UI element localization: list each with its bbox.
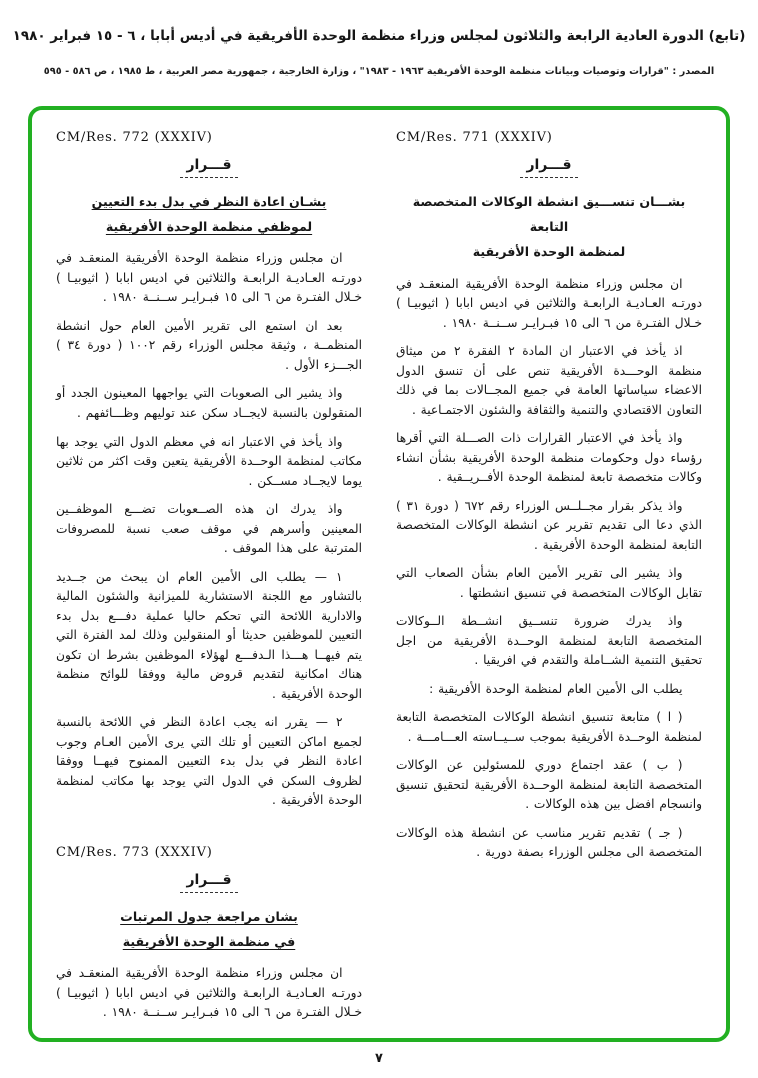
paragraph: يطلب الى الأمين العام لمنظمة الوحدة الأفريقية : (429, 681, 683, 696)
source-citation: المصدر : "قرارات وتوصيات وبيانات منظمة الوحدة الأفريقية ١٩٦٣ - ١٩٨٣" ، وزارة الخارجية ، جمهورية مصر العربية ، ط ١٩٨٥ ، ص ٥٨٦ - ٥٩٥ (43, 66, 715, 77)
document-title: (تابع) الدورة العادية الرابعة والثلاثون لمجلس وزراء منظمة الوحدة الأفريقية في أديس أبابا ، ٦ - ١٥ فبراير ١٩٨٠ (12, 28, 746, 44)
page-header (0, 0, 758, 77)
paragraph: بعد ان استمع الى تقرير الأمين العام حول انشطة المنظمــة ، وثيقة مجلس الوزراء رقم ١٠٠٢ ( دورة ٣٤ ) الجـــزء الأول . (56, 318, 362, 372)
resolution-title-773 (56, 904, 362, 954)
page-number: ٧ (375, 1051, 383, 1066)
paragraph: واذ يدرك ضرورة تنســيق انشــطة الــوكالات المتخصصة التابعة لمنظمة الوحــدة الأفريقية من اجل تحقيق التنمية الشــاملة والتقدم في افريقيا . (396, 614, 702, 668)
qarar-word: قـــرار (180, 157, 237, 178)
column-left (56, 130, 362, 1022)
title-line-1: بشان مراجعة جدول المرتبات (120, 908, 298, 924)
paragraph: ( ب ) عقد اجتماع دوري للمسئولين عن الوكالات المتخصصة التابعة لمنظمة الوحــدة الأفريقية لتحقيق تنسيق وانسجام افضل بين هذه الوكالات . (396, 758, 702, 812)
title-line-2: لموظفي منظمة الوحدة الأفريقية (105, 219, 313, 235)
qarar-heading-771 (396, 157, 702, 173)
document-frame (28, 106, 730, 1042)
qarar-heading-773 (56, 872, 362, 888)
qarar-heading-772 (56, 157, 362, 173)
resolution-ref-773: CM/Res. 773 (XXXIV) (56, 844, 213, 860)
paragraph: واذ يشير الى تقرير الأمين العام بشأن الصعاب التي تقابل الوكالات المتخصصة في تنسيق انشطتها . (396, 566, 702, 600)
resolution-title-772 (56, 189, 362, 239)
title-line-2: في منظمة الوحدة الأفريقية (122, 933, 296, 949)
paragraph: ( جـ ) تقديم تقرير مناسب عن انشطة هذه الوكالات المتخصصة الى مجلس الوزراء بصفة دورية . (396, 825, 702, 860)
title-line-1: بشـــان تنســـيق انشطة الوكالات المتخصصة التابعة (412, 194, 686, 235)
paragraph: ان مجلس وزراء منظمة الوحدة الأفريقية المنعقـد في دورتـه العـاديـة الرابعـة والثلاثين في اديس ابابا ( اثيوبيـا ) خـلال الفتـرة من ٦ الى ١٥ فبـرايـر ســنــة ١٩٨٠ . (396, 276, 702, 330)
paragraph: ١ — يطلب الى الأمين العام ان يبحث من جــديد بالتشاور مع اللجنة الاستشارية للميزانية والشئون المالية والادارية اللائحة التي تحكم حاليا عملية دفـــع بدل بدء التعيين للموظفين حديثا أو المنقولين وذلك لمد الفترة التي يتم فيهــا هـــذا الـدفـــع لهؤلاء الموظفين بشرط ان تكون هناك امكانية لتقديم قروض مالية ووفقا للوائح منظمة الوحدة الأفريقية . (56, 569, 362, 701)
paragraph: اذ يأخذ في الاعتبار ان المادة ٢ الفقرة ٢ من ميثاق منظمة الوحـــدة الأفريقية تنص على أن تنسق الدول الاعضاء سياساتها العامة في جميع المجــالات بما في ذلك التعاون الاقتصادي والتنمية والثقافة والشئون الاجتمـاعية . (396, 344, 702, 417)
paragraph: ان مجلس وزراء منظمة الوحدة الأفريقية المنعقـد في دورتـه العـاديـة الرابعـة والثلاثين في اديس ابابا ( اثيوبيـا ) خـلال الفتـرة من ٦ الى ١٥ فبـرايـر ســنــة ١٩٨٠ . (56, 966, 362, 1020)
paragraph: واذ يأخذ في الاعتبار القرارات ذات الصـــلة التي أقرها رؤساء دول وحكومات منظمة الوحدة الأفريقية بشأن انشاء وكالات متخصصة تابعة لمنظمة الوحدة الأفــريــقية . (396, 431, 702, 485)
paragraph: ٢ — يقرر انه يجب اعادة النظر في اللائحة بالنسبة لجميع اماكن التعيين أو تلك التي يرى الأمين العـام وجوب اعادة النظر في بدل بدء التعيين الممنوح فيهــا ووفقا لظروف السكن في الدول التي يوجد بها مكاتب لمنظمة الوحدة الأفريقية . (56, 715, 362, 808)
paragraph: ان مجلس وزراء منظمة الوحدة الأفريقية المنعقـد في دورتـه العـاديـة الرابعـة والثلاثين في اديس ابابا ( اثيوبيـا ) خـلال الفتـرة من ٦ الى ١٥ فبـرايـر ســنــة ١٩٨٠ . (56, 251, 362, 305)
qarar-word: قـــرار (520, 157, 577, 178)
resolution-ref-771: CM/Res. 771 (XXXIV) (396, 130, 553, 145)
resolution-title-771 (396, 189, 702, 265)
paragraph: واذ يشير الى الصعوبات التي يواجهها المعينون الجدد أو المنقولون بالنسبة لايجــاد سكن عند توليهم وظـــائفهم . (56, 386, 362, 420)
qarar-word: قـــرار (180, 872, 237, 893)
resolution-ref-772: CM/Res. 772 (XXXIV) (56, 130, 213, 145)
paragraph: واذ يأخذ في الاعتبار انه في معظم الدول التي يوجد بها مكاتب لمنظمة الوحــدة الأفريقية يتعين وقت اكثر من ثلاثين يوما لايجــاد مســكن . (56, 434, 362, 488)
two-column-layout (56, 130, 702, 1022)
column-right (396, 130, 702, 1022)
paragraph: واذ يذكر بقرار مجــلــس الوزراء رقم ٦٧٢ ( دورة ٣١ ) الذي دعا الى تقديم تقرير عن انشطة الوكالات المتخصصة التابعة لمنظمة الوحدة الأفريقية . (396, 498, 702, 552)
paragraph: ( ا ) متابعة تنسيق انشطة الوكالات المتخصصة التابعة لمنظمة الوحــدة الأفريقية بموجب ســيــاسته العـــامـــة . (396, 710, 702, 744)
title-line-2: لمنظمة الوحدة الأفريقية (472, 244, 626, 260)
paragraph: واذ يدرك ان هذه الصــعوبات تضـــع الموظفــين المعينين وأسرهم في موقف صعب نسبة للمصروفات المترتبة على هذا الموقف . (56, 502, 362, 556)
title-line-1: بشـان اعادة النظر في بدل بدء التعيين (91, 194, 327, 209)
